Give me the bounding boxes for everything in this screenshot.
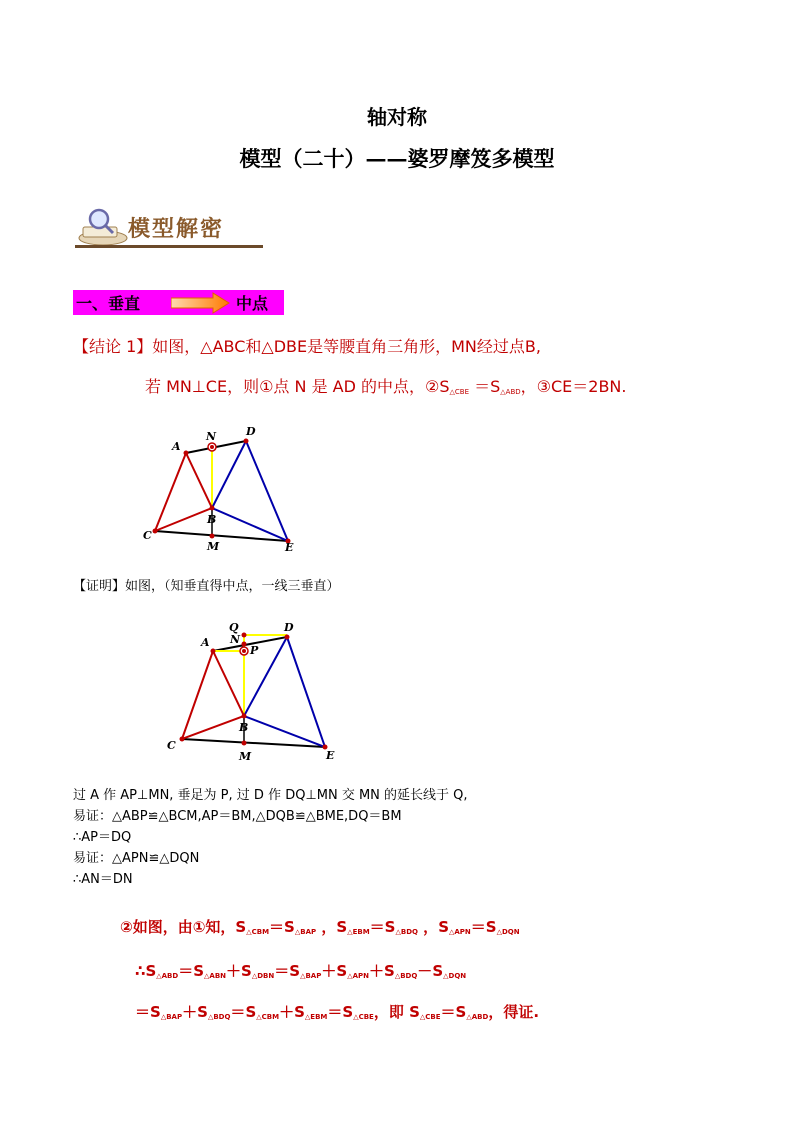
label-D: D [284, 621, 294, 634]
banner-label: 模型解密 [128, 216, 225, 242]
proof-line: 过 A 作 AP⊥MN, 垂足为 P, 过 D 作 DQ⊥MN 交 MN 的延长线于 Q, [73, 788, 468, 803]
page-title: 轴对称 [367, 105, 427, 129]
label-Q: Q [229, 621, 239, 634]
figure-2 [160, 612, 345, 767]
part2-line-1: ②如图，由①知，$S_{\triangle CBM}=S_{\triangle BAP}$ ，$S_{\triangle EBM}=S_{\triangle BDQ}$ ，$S_{\triangle APN}=S_{\triangle DQN}$ [120, 918, 520, 936]
proof-line: ∴AN＝DN [73, 872, 133, 887]
proof-header: 【证明】如图，（知垂直得中点，一线三垂直） [73, 579, 340, 594]
figure-1 [135, 420, 305, 560]
label-A: A [201, 636, 210, 649]
conclusion-line-1: 【结论 1】如图，△ABC和△DBE是等腰直角三角形，MN经过点B, [73, 337, 541, 356]
label-E: E [326, 749, 335, 762]
label-C: C [167, 739, 176, 752]
proof-line: 易证：△ABP≌△BCM,AP＝BM,△DQB≌△BME,DQ＝BM [73, 809, 402, 824]
label-M: M [207, 540, 220, 553]
label-A: A [172, 440, 181, 453]
label-P: P [250, 644, 259, 657]
banner-underline [75, 245, 263, 248]
proof-line: ∴AP＝DQ [73, 830, 132, 845]
label-N: N [230, 633, 241, 646]
section-right-label: 中点 [236, 294, 269, 313]
label-B: B [239, 721, 249, 734]
part2-line-3: $=S_{\triangle BAP}+S_{\triangle BDQ}=S_{\triangle CBM}+S_{\triangle EBM}=S_{\triangle CBE}$，即 $S_{\triangle CBE}=S_{\triangle ABD}$，得证. [135, 1003, 540, 1021]
label-C: C [143, 529, 152, 542]
magnifier-book-icon [75, 205, 131, 247]
part2-line-2: $\therefore S_{\triangle ABD}=S_{\triangle ABN}+S_{\triangle DBN}=S_{\triangle BAP}+S_{\triangle APN}+S_{\triangle BDQ}-S_{\triangle DQN}$ [135, 962, 467, 980]
label-D: D [246, 425, 256, 438]
label-N: N [206, 430, 217, 443]
section-left-label: 一、垂直 [76, 294, 141, 313]
label-B: B [207, 513, 217, 526]
proof-line: 易证：△APN≌△DQN [73, 851, 200, 866]
label-M: M [239, 750, 252, 763]
arrow-right-icon [171, 292, 231, 314]
page-subtitle: 模型（二十）——婆罗摩笈多模型 [239, 146, 555, 171]
label-E: E [285, 541, 294, 554]
conclusion-line-2: 若 MN⊥CE，则①点 N 是 AD 的中点，$②S_{\triangle CBE} =S_{\triangle ABD}$，③CE＝2BN. [145, 377, 627, 396]
